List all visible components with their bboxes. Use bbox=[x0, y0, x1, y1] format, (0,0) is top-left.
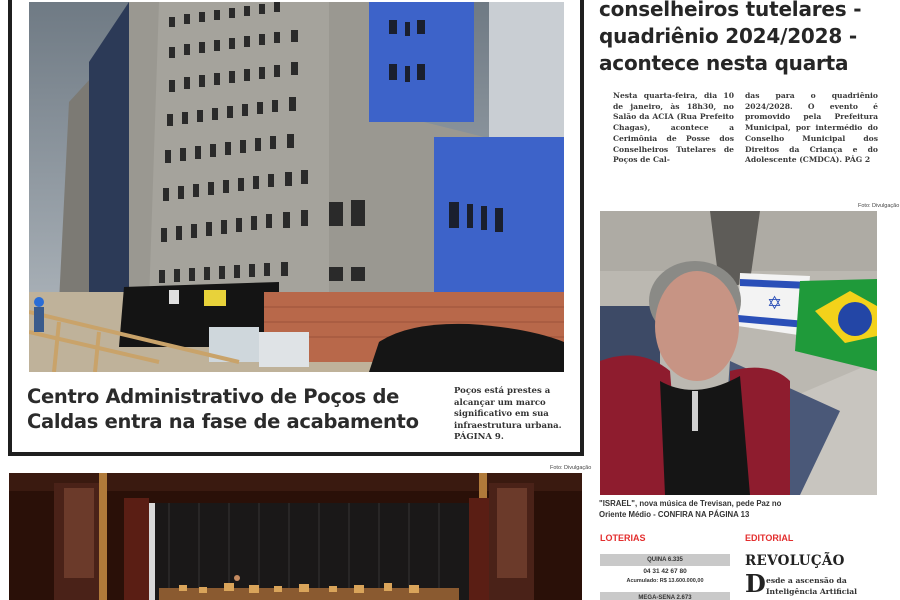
man-with-flags-illustration bbox=[600, 211, 877, 495]
lead-story-blurb: Poços está prestes a alcançar um marco significativo em sua infraestrutura urbana. PÁGINA 9. bbox=[454, 386, 562, 442]
editorial-text: esde a ascensão da Inteligência Artificial bbox=[766, 576, 858, 596]
editorial-section-label: EDITORIAL bbox=[745, 533, 794, 543]
right-headline-line3: acontece nesta quarta bbox=[599, 51, 849, 75]
lead-story-headline[interactable] bbox=[27, 384, 447, 434]
right-headline-line1: conselheiros tutelares - bbox=[599, 0, 862, 21]
editorial-dropcap: D bbox=[745, 569, 766, 598]
svg-text:✡: ✡ bbox=[767, 293, 783, 314]
concert-photo-credit: Foto: Divulgação bbox=[550, 465, 592, 471]
lottery-next-game: MEGA-SENA 2.673 bbox=[600, 592, 730, 600]
trevisan-photo[interactable] bbox=[600, 211, 877, 495]
lottery-numbers: 04 31 42 67 80 bbox=[643, 568, 687, 575]
right-headline-line2: quadriênio 2024/2028 - bbox=[599, 24, 857, 48]
construction-building-illustration bbox=[29, 2, 564, 372]
right-story-body-col1 bbox=[601, 91, 734, 166]
trevisan-caption[interactable] bbox=[599, 498, 889, 520]
lottery-game-name: QUINA 6.335 bbox=[600, 554, 730, 566]
right-story-body-text-2: das para o quadriênio 2024/2028. O evento é promovido pela Prefeitura Municipal, por intermédio do Conselho Municipal dos Direitos da Criança e do Adolescente (CMDCA). PÁG 2 bbox=[745, 91, 878, 165]
lead-headline-line1: Centro Administrativo de Poços de bbox=[27, 385, 400, 408]
lotteries-section-label: LOTERIAS bbox=[600, 533, 646, 543]
orchestra-stage-illustration bbox=[9, 473, 582, 600]
right-story-body-text-1: Nesta quarta-feira, dia 10 de janeiro, às 18h30, no Salão da ACIA (Rua Prefeito Chagas), acontece a Cerimônia de Posse dos Conselheiros Tutelares de Poços de Cal- bbox=[613, 91, 734, 165]
concert-photo[interactable] bbox=[9, 473, 582, 600]
trevisan-photo-credit: Foto: Divulgação bbox=[858, 203, 900, 209]
trevisan-caption-line2: Oriente Médio - CONFIRA NA PÁGINA 13 bbox=[599, 510, 750, 519]
right-story-body-col2 bbox=[745, 91, 878, 166]
trevisan-caption-line1: "ISRAEL", nova música de Trevisan, pede Paz no bbox=[599, 499, 782, 508]
editorial-title[interactable]: REVOLUÇÃO bbox=[745, 553, 845, 569]
right-story-headline[interactable] bbox=[599, 0, 899, 77]
lottery-prize: Acumulado: R$ 13.600.000,00 bbox=[626, 578, 704, 584]
lead-headline-line2: Caldas entra na fase de acabamento bbox=[27, 410, 419, 433]
lead-story-box[interactable] bbox=[8, 0, 584, 456]
lead-story-photo[interactable] bbox=[29, 2, 564, 372]
